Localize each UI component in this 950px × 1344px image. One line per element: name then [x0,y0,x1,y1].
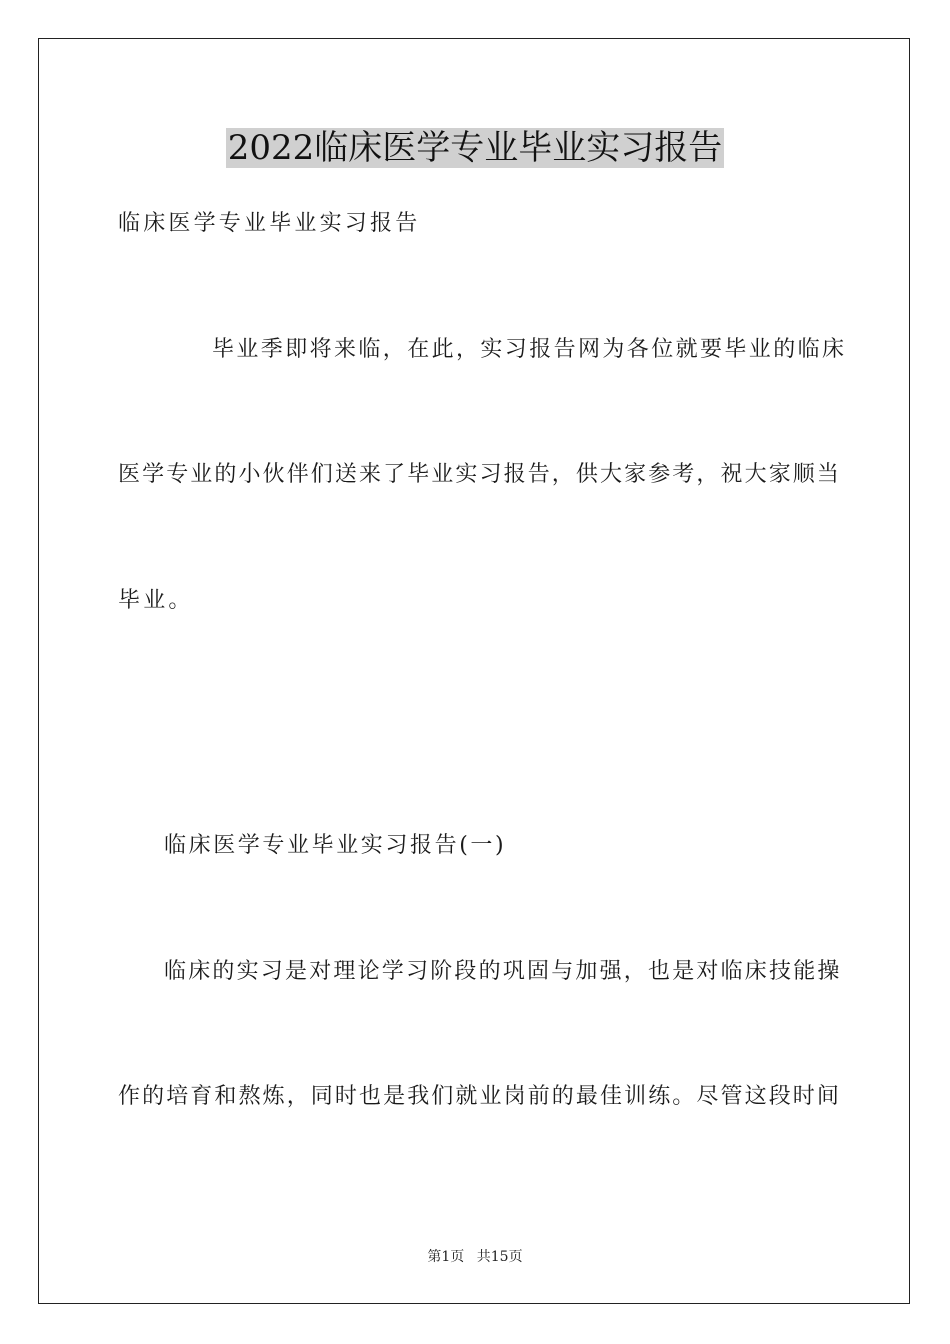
title-container [0,128,950,168]
document-title: 2022临床医学专业毕业实习报告 [227,128,723,168]
intro-line-1: 毕业季即将来临，在此，实习报告网为各位就要毕业的临床 [212,337,847,362]
page-footer [0,1247,950,1267]
intro-line-2: 医学专业的小伙伴们送来了毕业实习报告，供大家参考，祝大家顺当 [118,462,842,487]
document-subtitle: 临床医学专业毕业实习报告 [118,211,421,236]
page-total: 共15页 [476,1249,523,1265]
body-line-1: 临床的实习是对理论学习阶段的巩固与加强，也是对临床技能操 [164,959,842,984]
section-heading: 临床医学专业毕业实习报告(一) [164,833,507,858]
body-line-2: 作的培育和熬炼，同时也是我们就业岗前的最佳训练。尽管这段时间 [118,1084,842,1109]
intro-line-3: 毕业。 [118,588,194,613]
page-number: 第1页 [427,1249,465,1265]
